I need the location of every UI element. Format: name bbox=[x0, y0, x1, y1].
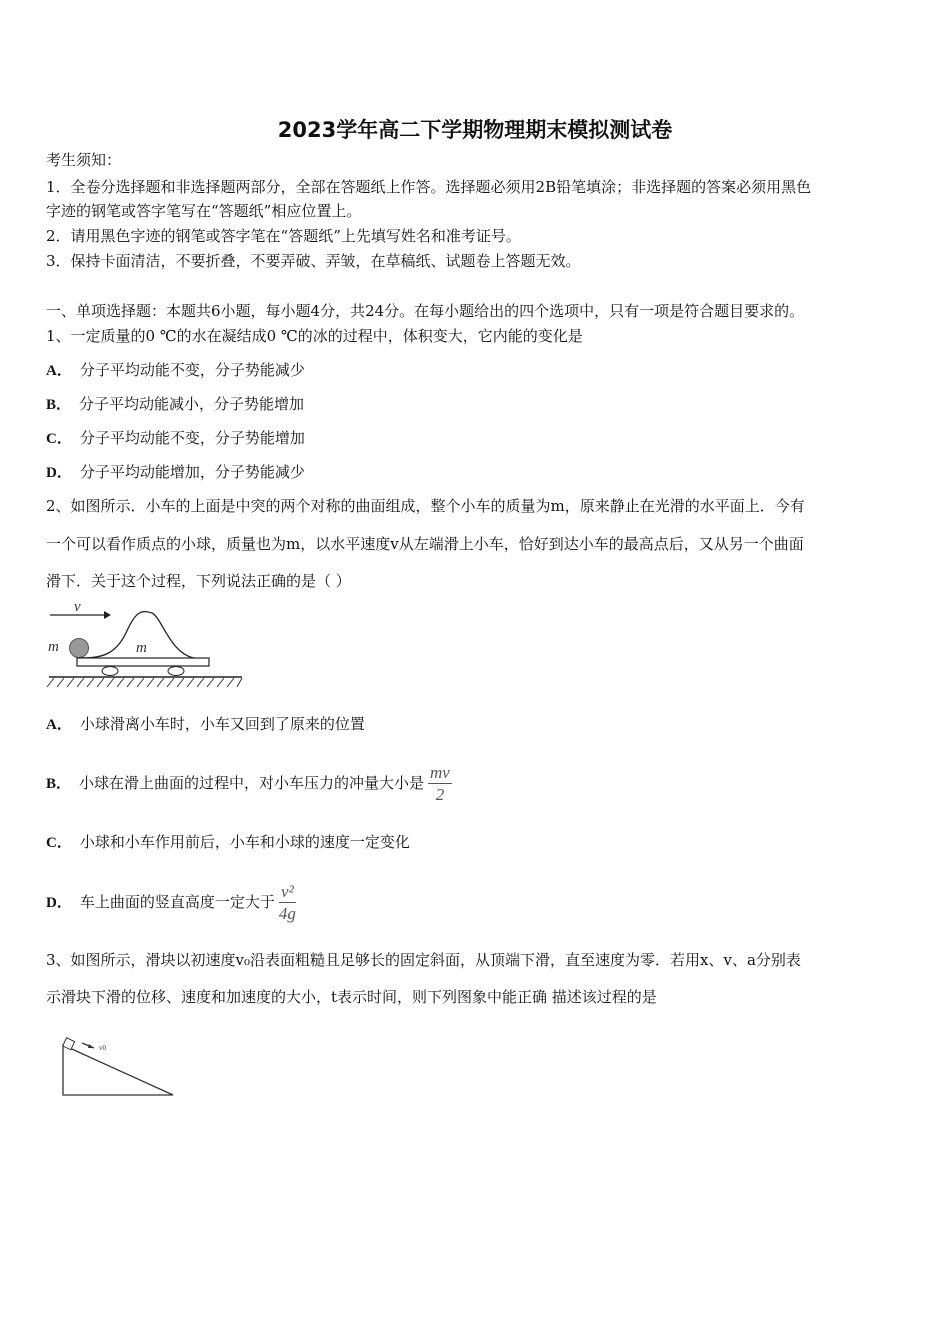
notice-line: 3．保持卡面清洁，不要折叠，不要弄破、弄皱，在草稿纸、试题卷上答题无效。 bbox=[46, 252, 581, 270]
q2-option-d: D． 车上曲面的竖直高度一定大于 $\frac{\text{v²}}{4g}$ bbox=[46, 881, 296, 923]
q3-stem-line: 3、如图所示，滑块以初速度v₀沿表面粗糙且足够长的固定斜面，从顶端下滑，直至速度为零．若用x、v、a分别表 bbox=[46, 951, 801, 969]
q3-stem-line: 示滑块下滑的位移、速度和加速度的大小，t表示时间，则下列图象中能正确 描述该过程的是 bbox=[46, 988, 657, 1006]
v0-label: v0 bbox=[99, 1044, 106, 1052]
q1-option-d: D． 分子平均动能增加，分子势能减少 bbox=[46, 463, 305, 481]
q1-option-c: C． 分子平均动能不变，分子势能增加 bbox=[46, 429, 305, 447]
notice-line: 1．全卷分选择题和非选择题两部分，全部在答题纸上作答。选择题必须用2B铅笔填涂；非选择题的答案必须用黑色 bbox=[46, 178, 812, 196]
cart-mass-label: m bbox=[136, 640, 147, 656]
page-title: 2023学年高二下学期物理期末模拟测试卷 bbox=[277, 118, 673, 142]
ball-mass-label: m bbox=[48, 639, 59, 655]
q1-option-a: A． 分子平均动能不变，分子势能减少 bbox=[46, 361, 305, 379]
q2-stem-line: 滑下．关于这个过程，下列说法正确的是（ ） bbox=[46, 572, 351, 590]
q1-option-b: B． 分子平均动能减小，分子势能增加 bbox=[46, 395, 305, 413]
q2-option-c: C． 小球和小车作用前后，小车和小球的速度一定变化 bbox=[46, 833, 410, 851]
q2-stem-line: 一个可以看作质点的小球，质量也为m，以水平速度v从左端滑上小车，恰好到达小车的最高点后，又从另一个曲面 bbox=[46, 535, 804, 553]
velocity-label: v bbox=[74, 599, 81, 615]
q2-stem-line: 2、如图所示．小车的上面是中突的两个对称的曲面组成，整个小车的质量为m，原来静止在光滑的水平面上．今有 bbox=[46, 497, 805, 515]
cart-figure bbox=[44, 598, 249, 693]
incline-figure bbox=[50, 1035, 180, 1105]
q1-stem: 1、一定质量的0 ℃的水在凝结成0 ℃的冰的过程中，体积变大，它内能的变化是 bbox=[46, 327, 583, 345]
notice-heading: 考生须知： bbox=[46, 151, 122, 169]
q2-option-a: A． 小球滑离小车时，小车又回到了原来的位置 bbox=[46, 715, 365, 733]
q2-option-b: B． 小球在滑上曲面的过程中，对小车压力的冲量大小是 $\frac{mv}{2}$ bbox=[46, 762, 450, 804]
notice-line: 字迹的钢笔或答字笔写在“答题纸”相应位置上。 bbox=[46, 202, 362, 220]
fraction-mv-over-2: $\frac{mv}{2}$ bbox=[430, 762, 450, 804]
fraction-v2-over-4g: $\frac{\text{v²}}{4g}$ bbox=[278, 881, 296, 923]
notice-line: 2．请用黑色字迹的钢笔或答字笔在“答题纸”上先填写姓名和准考证号。 bbox=[46, 227, 521, 245]
section-heading: 一、单项选择题：本题共6小题，每小题4分，共24分。在每小题给出的四个选项中，只有一项是符合题目要求的。 bbox=[46, 302, 805, 320]
